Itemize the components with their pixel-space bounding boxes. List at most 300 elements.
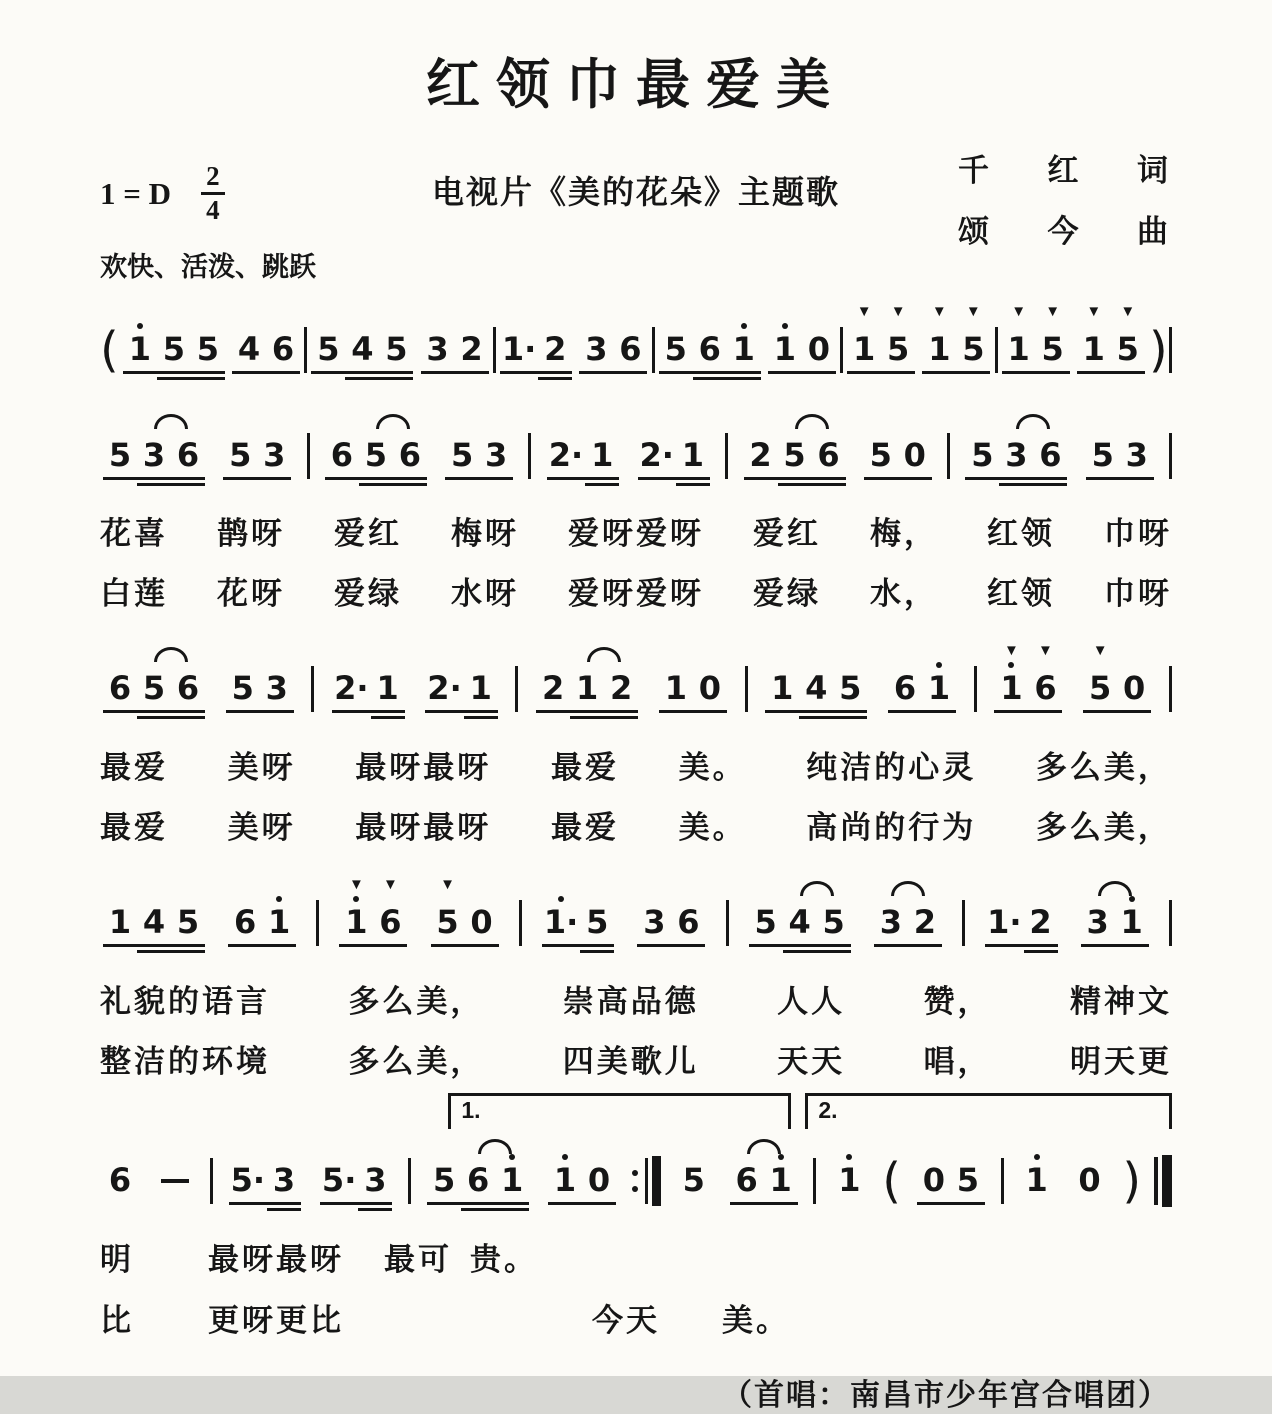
octave-dot (558, 896, 564, 902)
lyric-segment: 多么美， (1035, 750, 1172, 785)
note-digit: 2 (1029, 903, 1052, 941)
note-group (500, 298, 572, 382)
note (358, 1129, 392, 1213)
note (542, 871, 580, 955)
note-group (768, 298, 836, 382)
single-note (1020, 1129, 1054, 1213)
beam-zone (1020, 1200, 1054, 1213)
beam-zone (676, 475, 710, 488)
note (744, 404, 778, 488)
barline (745, 666, 748, 712)
eighth-beam (613, 371, 647, 374)
note-digit: 2 (749, 436, 772, 474)
eighth-beam (325, 477, 359, 480)
eighth-beam (778, 477, 812, 480)
beam-zone (171, 942, 205, 955)
eighth-beam (332, 710, 370, 713)
eighth-beam (727, 371, 761, 374)
note-digit: 6 (108, 669, 132, 707)
note-group (765, 637, 867, 721)
sixteenth-beam (676, 483, 710, 486)
single-note (103, 1129, 137, 1213)
note-digit: 5 (196, 330, 220, 368)
note-digit: 6 (893, 669, 917, 707)
beam-zone (768, 369, 802, 382)
lyric-segment: 最爱 (100, 810, 168, 845)
lyric-segment: 明 (100, 1242, 134, 1277)
sixteenth-beam (604, 716, 638, 719)
note-group (123, 298, 225, 382)
note-top-zone (1120, 298, 1135, 320)
note (103, 871, 137, 955)
eighth-beam (888, 710, 922, 713)
note (223, 404, 257, 488)
eighth-beam (999, 477, 1033, 480)
note-group (965, 404, 1067, 488)
note (500, 298, 538, 382)
music-line-intro (100, 298, 1172, 382)
octave-dot (846, 1154, 852, 1160)
note-digit: 5 (586, 903, 609, 941)
sixteenth-beam (585, 483, 619, 486)
sixteenth-beam (371, 716, 405, 719)
barline (316, 900, 319, 946)
beam-zone (228, 942, 262, 955)
sixteenth-beam (171, 716, 205, 719)
end-repeat-sign (632, 1156, 661, 1206)
note-group (445, 404, 513, 488)
note-group (427, 1129, 529, 1213)
eighth-beam (311, 371, 345, 374)
sixteenth-beam (693, 377, 727, 380)
accent-mark: ▼ (1092, 642, 1108, 659)
note (881, 298, 915, 382)
beam-zone (345, 369, 379, 382)
note (833, 637, 867, 721)
eighth-beam (257, 477, 291, 480)
barline (493, 327, 496, 373)
note (1028, 637, 1062, 721)
eighth-beam (266, 371, 300, 374)
eighth-beam (500, 371, 538, 374)
sixteenth-beam (812, 483, 846, 486)
second-ending-bracket (805, 1093, 1172, 1129)
lyrics-line-verse2-d (100, 1295, 1172, 1340)
single-note (832, 1129, 866, 1213)
eighth-beam (985, 944, 1023, 947)
note-group (431, 871, 499, 955)
eighth-beam (445, 477, 479, 480)
eighth-beam (137, 710, 171, 713)
eighth-beam (538, 371, 572, 374)
eighth-beam (570, 710, 604, 713)
note (727, 298, 761, 382)
eighth-beam (659, 710, 693, 713)
note-digit: 3 (643, 903, 666, 941)
note-group (888, 637, 956, 721)
eighth-beam (191, 371, 225, 374)
note-group (922, 298, 990, 382)
eighth-beam (455, 371, 489, 374)
lyric-segment: 最呀最呀 (355, 810, 492, 845)
note-digit: 3 (1125, 436, 1148, 474)
note-digit: 2 (610, 669, 633, 707)
beam-zone (778, 475, 812, 488)
lyric-segment: 多么美， (348, 984, 485, 1019)
beam-zone (659, 369, 693, 382)
note (425, 637, 463, 721)
note (922, 298, 956, 382)
eighth-beam (431, 944, 465, 947)
note-digit: 2 (913, 903, 936, 941)
key-label: 1 = D (100, 175, 172, 211)
lyric-segment: 水呀 (451, 576, 519, 611)
note (956, 298, 990, 382)
note-top-zone (383, 871, 398, 893)
lyric-segment: 红领 (987, 576, 1055, 611)
eighth-beam (917, 1202, 951, 1205)
beam-zone (637, 942, 671, 955)
lyric-segment: 最爱 (550, 750, 619, 785)
octave-dot (741, 323, 747, 329)
eighth-beam (1033, 477, 1067, 480)
eighth-beam (922, 371, 956, 374)
lyric-segment: 水， (870, 576, 938, 611)
note (693, 637, 727, 721)
eighth-beam (425, 710, 463, 713)
first-ending-bracket (448, 1093, 791, 1129)
note-group (229, 1129, 301, 1213)
beam-zone (613, 369, 647, 382)
note-digit: 6 (176, 436, 200, 474)
eighth-beam (393, 477, 427, 480)
eighth-beam (171, 944, 205, 947)
beam-zone (730, 1200, 764, 1213)
lyric-segment: 美呀 (227, 810, 296, 845)
note (1120, 404, 1154, 488)
note-group (332, 637, 404, 721)
barline (515, 666, 518, 712)
beam-zone (1028, 708, 1062, 721)
octave-dot (936, 662, 942, 668)
note (371, 637, 405, 721)
note (802, 298, 836, 382)
note-digit: 5 (754, 903, 777, 941)
note-digit: 6 (398, 436, 422, 474)
note (373, 871, 407, 955)
note (677, 1129, 711, 1213)
note-digit: 3 (426, 330, 449, 368)
note (427, 1129, 461, 1213)
eighth-beam (260, 710, 294, 713)
note-digit: 0 (587, 1161, 611, 1199)
note-digit: 5 (108, 436, 132, 474)
beam-zone (802, 369, 836, 382)
note (580, 871, 614, 955)
note-group (1081, 871, 1149, 955)
eighth-beam (817, 944, 851, 947)
eighth-beam (103, 944, 137, 947)
eighth-beam (799, 710, 833, 713)
note (1036, 298, 1070, 382)
barline (726, 900, 729, 946)
eighth-beam (585, 477, 619, 480)
beam-zone (582, 1200, 616, 1213)
thick-barline (652, 1156, 661, 1206)
composer-credit (958, 206, 1168, 251)
beam-zone (548, 1200, 582, 1213)
lyric-segment: 天天 (777, 1044, 846, 1079)
note-digit: 2· (548, 436, 584, 474)
note-group (320, 1129, 392, 1213)
sixteenth-beam (171, 950, 205, 953)
eighth-beam (749, 944, 783, 947)
beam-zone (864, 475, 898, 488)
sixteenth-beam (461, 1208, 495, 1211)
eighth-beam (171, 710, 205, 713)
beam-zone (393, 475, 427, 488)
lyric-segment: 白莲 (100, 576, 168, 611)
note (538, 298, 572, 382)
note (479, 404, 513, 488)
beam-zone (455, 369, 489, 382)
beam-zone (881, 369, 915, 382)
note-digit: 6 (698, 330, 721, 368)
note-group (985, 871, 1057, 955)
eighth-beam (637, 944, 671, 947)
beam-zone (137, 708, 171, 721)
lyrics-line-verse2-b (100, 802, 1172, 847)
music-line-3 (100, 637, 1172, 721)
lyric-segment: 四美歌儿 (562, 1044, 699, 1079)
lyric-segment: 花喜 (100, 516, 168, 551)
note (765, 637, 799, 721)
eighth-beam (783, 944, 817, 947)
eighth-beam (228, 944, 262, 947)
time-numerator: 2 (201, 161, 225, 195)
lyric-segment: 美。 (678, 750, 747, 785)
beam-zone (693, 708, 727, 721)
beam-zone (874, 942, 908, 955)
beam-zone (479, 475, 513, 488)
note-digit: 0 (807, 330, 830, 368)
note-top-zone (891, 298, 906, 320)
lyric-segment: 巾呀 (1104, 576, 1172, 611)
barline (962, 900, 965, 946)
note-digit: 6 (817, 436, 840, 474)
beam-zone (538, 369, 572, 382)
note (536, 637, 570, 721)
lyric-segment: 今天 (592, 1303, 660, 1338)
note-digit: 3 (272, 1161, 296, 1199)
eighth-beam (103, 477, 137, 480)
note-group (749, 871, 851, 955)
header-info-row (100, 145, 1172, 249)
note-digit: 3 (485, 436, 508, 474)
note-digit: 1 (128, 330, 152, 368)
note-digit: 5 (822, 903, 845, 941)
beam-zone (427, 1200, 461, 1213)
eighth-beam (137, 944, 171, 947)
note-group (579, 298, 647, 382)
beam-zone (229, 1200, 267, 1213)
octave-dot (137, 323, 143, 329)
eighth-beam (1117, 710, 1151, 713)
eighth-beam (226, 710, 260, 713)
beam-zone (764, 1200, 798, 1213)
beam-zone (817, 942, 851, 955)
eighth-beam (373, 944, 407, 947)
note (226, 637, 260, 721)
note (171, 871, 205, 955)
note-digit: 6 (1039, 436, 1062, 474)
note-group (1086, 404, 1154, 488)
eighth-beam (548, 1202, 582, 1205)
octave-dot (1129, 896, 1135, 902)
note-digit: 3 (1005, 436, 1028, 474)
thin-barline (1154, 1157, 1158, 1205)
eighth-beam (744, 477, 778, 480)
note (888, 637, 922, 721)
note-digit: 6 (108, 1161, 132, 1199)
eighth-beam (671, 944, 705, 947)
beam-zone (956, 369, 990, 382)
eighth-beam (262, 944, 296, 947)
beam-zone (677, 1200, 711, 1213)
sixteenth-beam (817, 950, 851, 953)
barline (1169, 433, 1172, 479)
note-digit: 1· (987, 903, 1022, 941)
beam-zone (638, 475, 676, 488)
note-digit: 2 (542, 669, 565, 707)
lyric-segment: 纯洁的心灵 (806, 750, 977, 785)
note-digit: 1 (928, 330, 951, 368)
note-group (547, 404, 619, 488)
beam-zone (580, 942, 614, 955)
note-group (659, 637, 727, 721)
sixteenth-beam (1024, 950, 1058, 953)
note-group (536, 637, 638, 721)
note (799, 637, 833, 721)
octave-dot (562, 1154, 568, 1160)
note-digit: 1 (732, 330, 755, 368)
eighth-beam (1111, 371, 1145, 374)
octave-dot (353, 896, 359, 902)
lyricist-role: 词 (1137, 153, 1168, 188)
note-group (325, 404, 427, 488)
lyric-segment: 崇高品德 (562, 984, 699, 1019)
note-digit: 1 (927, 669, 951, 707)
sixteenth-beam (137, 950, 171, 953)
barline (652, 327, 655, 373)
parenthesis: ) (1148, 322, 1168, 378)
sixteenth-beam (580, 950, 614, 953)
thick-barline (1162, 1155, 1172, 1207)
eighth-beam (229, 1202, 267, 1205)
beam-zone (373, 942, 407, 955)
eighth-beam (580, 944, 614, 947)
note-digit: 1 (500, 1161, 524, 1199)
lyricist-char: 红 (1047, 153, 1079, 188)
eighth-beam (898, 477, 932, 480)
eighth-beam (1083, 710, 1117, 713)
beam-zone (311, 369, 345, 382)
lyric-segment: 最呀最呀 (355, 750, 492, 785)
accent-mark: ▼ (1038, 642, 1053, 659)
note-digit: 4 (142, 903, 166, 941)
beam-zone (232, 369, 266, 382)
eighth-beam (951, 1202, 985, 1205)
beam-zone (332, 708, 370, 721)
eighth-beam (693, 371, 727, 374)
beam-zone (445, 475, 479, 488)
note-top-zone (1038, 637, 1053, 659)
note-digit: 5 (436, 903, 459, 941)
note-digit: 0 (470, 903, 493, 941)
note-group (232, 298, 300, 382)
eighth-beam (604, 710, 638, 713)
note-group (228, 871, 296, 955)
beam-zone (693, 369, 727, 382)
note-digit: 1 (1025, 1161, 1048, 1199)
lyric-segment: 礼貌的语言 (100, 984, 270, 1019)
sixteenth-beam (783, 950, 817, 953)
note (464, 637, 498, 721)
beam-zone (257, 475, 291, 488)
lyric-segment: 爱呀爱呀 (568, 576, 704, 611)
beam-zone (604, 708, 638, 721)
beam-zone (585, 475, 619, 488)
eighth-beam (479, 477, 513, 480)
note (266, 298, 300, 382)
note (1086, 404, 1120, 488)
eighth-beam (421, 371, 455, 374)
note (847, 298, 881, 382)
note-digit: 1 (681, 436, 705, 474)
note (379, 298, 413, 382)
premiere-credit: （首唱：南昌市少年宫合唱团） (722, 1379, 1170, 1412)
barline (519, 900, 522, 946)
note (345, 298, 379, 382)
beam-zone (888, 708, 922, 721)
note-digit: 1 (553, 1161, 577, 1199)
beam-zone (765, 708, 799, 721)
note-digit: 6 (1034, 669, 1057, 707)
note-top-zone (1086, 298, 1101, 320)
eighth-beam (379, 371, 413, 374)
eighth-beam (171, 477, 205, 480)
barline (974, 666, 977, 712)
note-digit: 2· (334, 669, 369, 707)
note-digit: 5 (956, 1161, 979, 1199)
note (1111, 298, 1145, 382)
note-group (103, 404, 205, 488)
note-group (1002, 298, 1070, 382)
eighth-beam (908, 944, 942, 947)
lyricist-char: 千 (958, 153, 989, 188)
note-top-zone (1004, 637, 1019, 659)
composer-role: 曲 (1137, 214, 1168, 249)
note (951, 1129, 985, 1213)
note (917, 1129, 951, 1213)
beam-zone (727, 369, 761, 382)
beam-zone (461, 1200, 495, 1213)
eighth-beam (536, 710, 570, 713)
beam-zone (425, 708, 463, 721)
repeat-dot (632, 1186, 638, 1192)
eighth-beam (547, 477, 585, 480)
note (260, 637, 294, 721)
